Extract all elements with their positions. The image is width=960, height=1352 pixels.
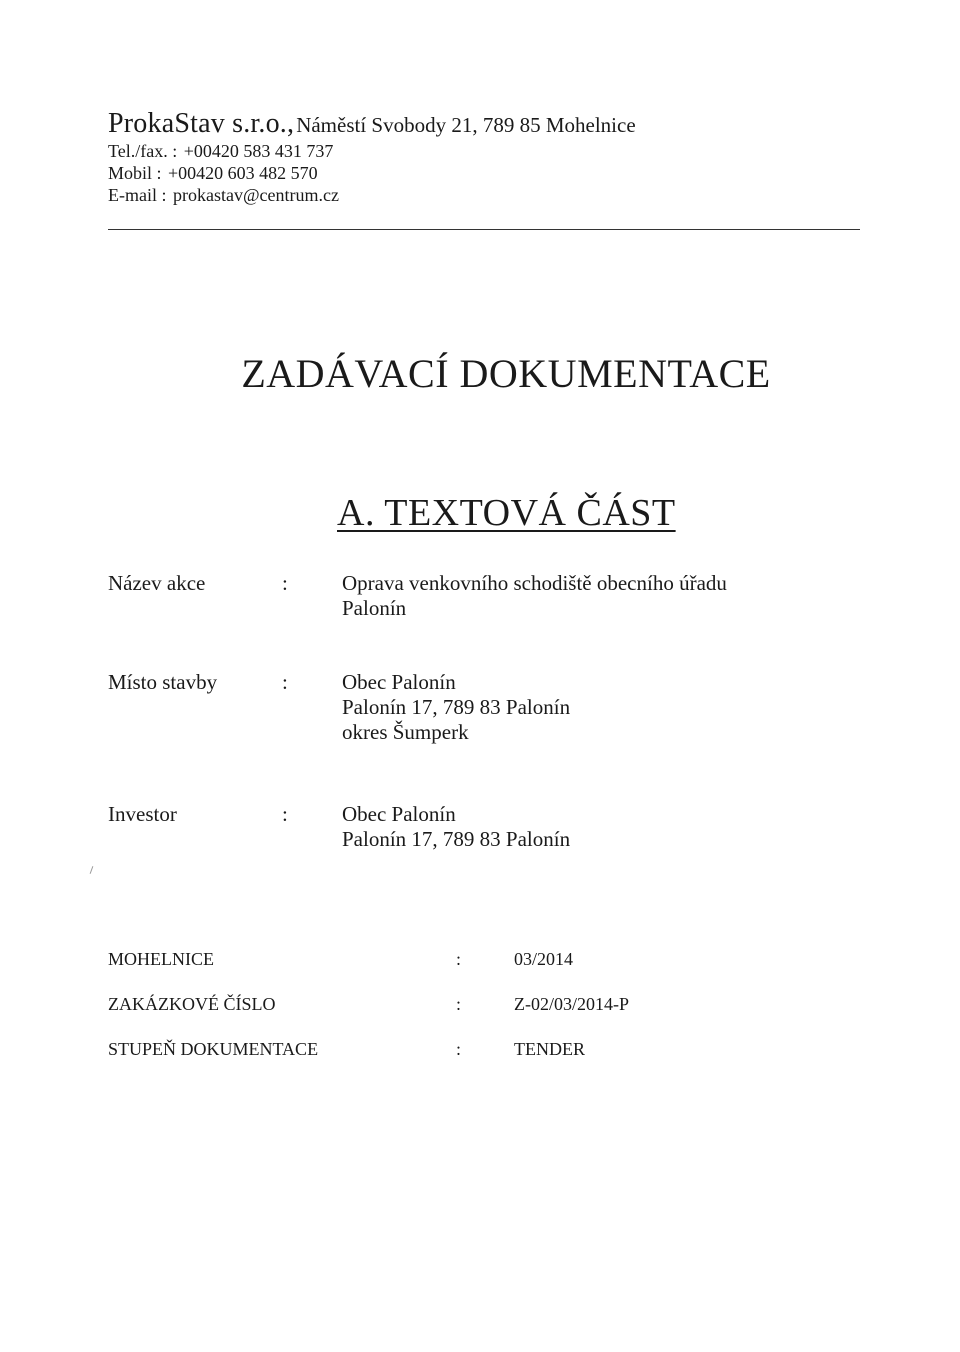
meta-value: 03/2014 bbox=[514, 949, 574, 969]
scan-mark bbox=[90, 866, 94, 874]
contact-label: Mobil : bbox=[108, 163, 162, 183]
section-title: A. TEXTOVÁ ČÁST bbox=[337, 492, 676, 534]
contact-mobile bbox=[108, 162, 860, 184]
contact-email bbox=[108, 184, 860, 206]
meta-separator: : bbox=[456, 949, 462, 969]
meta-value: Z-02/03/2014-P bbox=[514, 994, 629, 1014]
info-value-line: Obec Palonín bbox=[342, 802, 456, 826]
meta-label: STUPEŇ DOKUMENTACE bbox=[108, 1039, 319, 1059]
contact-value: +00420 583 431 737 bbox=[183, 141, 334, 161]
contact-label: Tel./fax. : bbox=[108, 141, 178, 161]
info-label: Místo stavby bbox=[108, 670, 218, 694]
info-separator: : bbox=[282, 802, 288, 826]
info-value-line: Palonín 17, 789 83 Palonín bbox=[342, 827, 571, 851]
info-label: Investor bbox=[108, 802, 177, 826]
meta-separator: : bbox=[456, 994, 462, 1014]
info-value bbox=[342, 670, 862, 745]
info-value bbox=[342, 571, 862, 621]
contact-value: +00420 603 482 570 bbox=[168, 163, 318, 183]
letterhead bbox=[108, 108, 860, 206]
company-address: Náměstí Svobody 21, 789 85 Mohelnice bbox=[296, 113, 636, 137]
info-value-line: Palonín 17, 789 83 Palonín bbox=[342, 695, 571, 719]
info-value-line: Palonín bbox=[342, 596, 407, 620]
info-value bbox=[342, 802, 862, 852]
meta-separator: : bbox=[456, 1039, 462, 1059]
contact-value: prokastav@centrum.cz bbox=[172, 185, 339, 205]
letterhead-divider bbox=[108, 229, 860, 230]
meta-label: ZAKÁZKOVÉ ČÍSLO bbox=[108, 994, 276, 1014]
document-title: ZADÁVACÍ DOKUMENTACE bbox=[241, 351, 771, 396]
info-label: Název akce bbox=[108, 571, 206, 595]
company-line bbox=[108, 108, 860, 140]
meta-value: TENDER bbox=[514, 1039, 585, 1059]
info-value-line: okres Šumperk bbox=[342, 720, 469, 744]
contact-phone-fax bbox=[108, 140, 860, 162]
contact-label: E-mail : bbox=[108, 185, 167, 205]
meta-label: MOHELNICE bbox=[108, 949, 214, 969]
company-name: ProkaStav s.r.o., bbox=[108, 108, 295, 139]
info-separator: : bbox=[282, 670, 288, 694]
info-value-line: Oprava venkovního schodiště obecního úřadu bbox=[342, 571, 727, 595]
info-separator: : bbox=[282, 571, 288, 595]
info-value-line: Obec Palonín bbox=[342, 670, 456, 694]
